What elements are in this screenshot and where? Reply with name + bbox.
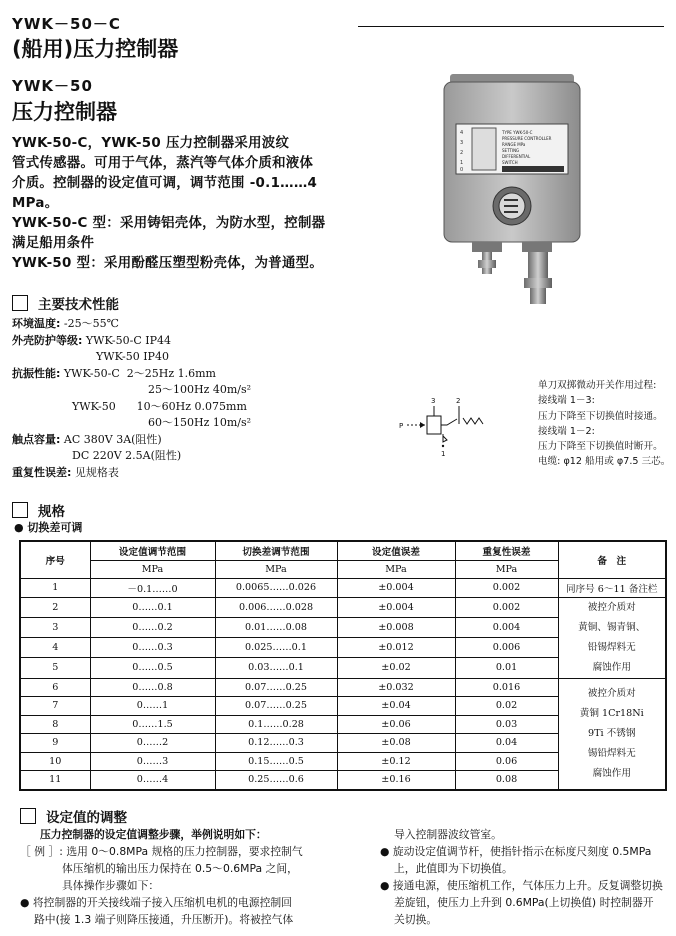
table-cell: 9 [20,734,90,753]
table-cell: 0.08 [455,771,558,790]
table-cell: ±0.004 [337,597,455,617]
svg-text:DIFFERENTIAL: DIFFERENTIAL [502,154,531,159]
adjust-line: 关切换。 [394,913,438,926]
switch-desc-line: 电缆: φ12 船用或 φ7.5 三芯。 [538,456,671,468]
note-line: 黄铜 1Cr18Ni [579,707,644,719]
intro-line: YWK-50 型：采用酚醛压塑型粉壳体，为普通型。 [12,256,324,271]
adjust-right-column [380,826,670,928]
table-cell: 0.006 [455,638,558,658]
checkbox-icon [12,502,28,518]
spec-section-title [12,500,65,520]
note-line: 被控介质对 [587,601,636,613]
adjust-line: 上，此值即为下切换值。 [394,862,513,875]
switch-desc-line: 接线端 1－2: [538,425,595,437]
header-rule [358,26,664,27]
table-cell: ±0.02 [337,658,455,678]
table-cell: 5 [20,658,90,678]
note-line: 腐蚀作用 [592,767,631,779]
svg-text:PRESSURE CONTROLLER: PRESSURE CONTROLLER [502,136,552,141]
svg-text:TYPE YWK-50-C: TYPE YWK-50-C [502,130,533,135]
adjust-line: 体压缩机的输出压力保持在 0.5～0.6MPa 之间， [62,862,298,875]
table-cell: 0……0.3 [90,638,215,658]
unit-cell: MPa [337,560,455,579]
adjust-line: ● 将控制器的开关接线端子接入压缩机电机的电源控制回 [20,896,292,909]
table-cell: 6 [20,678,90,697]
svg-text:3: 3 [460,140,464,146]
adjust-line: ● 接通电源，使压缩机工作，气体压力上升。反复调整切换 [380,879,663,892]
table-cell: 0……0.1 [90,597,215,617]
header-cell: 备 注 [558,541,666,579]
table-cell: 0.002 [455,597,558,617]
table-cell: 0.03 [455,715,558,734]
table-cell: 0.03……0.1 [215,658,337,678]
note-line: 黄铜、锡青铜、 [578,621,646,633]
table-cell: 0……3 [90,752,215,771]
table-cell: 0.01 [455,658,558,678]
table-cell: ±0.008 [337,617,455,637]
spec-value: YWK-50 10～60Hz 0.075mm [72,399,247,413]
spec-value: 60～150Hz 10m/s² [148,416,252,429]
adjust-line: 具体操作步骤如下： [62,879,160,892]
unit-cell: MPa [215,560,337,579]
switch-desc-line: 压力下降至下切换值时断开。 [538,441,663,453]
table-cell: 7 [20,697,90,716]
table-cell: 0.07……0.25 [215,697,337,716]
model-heading-1: YWK－50－C [12,15,121,33]
spec-label: 触点容量: [12,432,61,446]
intro-paragraph [12,134,332,274]
adjust-line: 路中(接 1.3 端子则降压接通，升压断开)。将被控气体 [34,913,294,926]
svg-text:RANGE MPa: RANGE MPa [502,142,526,147]
table-cell: 11 [20,771,90,790]
spec-value: 25～100Hz 40m/s² [148,383,252,396]
table-cell: 0……2 [90,734,215,753]
table-cell: ±0.032 [337,678,455,697]
svg-text:2: 2 [460,150,464,156]
intro-line: YWK-50-C，YWK-50 压力控制器采用波纹 [12,136,290,151]
adjust-line: ● 旋动设定值调节杆，使指针指示在标度尺刻度 0.5MPa [380,845,652,858]
product-name-1: (船用)压力控制器 [12,37,179,61]
table-cell: 0.016 [455,678,558,697]
spec-value: AC 380V 3A(阻性) [63,432,162,446]
table-cell: 0.15……0.5 [215,752,337,771]
table-cell: 1 [20,579,90,598]
spec-label: 外壳防护等级: [12,333,83,347]
table-cell: ±0.12 [337,752,455,771]
tech-specs [12,316,342,481]
svg-text:0: 0 [460,167,464,173]
table-cell: 0.06 [455,752,558,771]
switch-description [538,378,673,470]
table-cell: 0.07……0.25 [215,678,337,697]
svg-text:4: 4 [460,130,464,136]
intro-line: 满足船用条件 [12,236,95,251]
note-line: 被控介质对 [587,687,636,699]
adjust-line: 导入控制器波纹管室。 [394,828,502,841]
table-cell: 0……0.5 [90,658,215,678]
header-cell: 切换差调节范围 [215,541,337,560]
table-cell: 0……4 [90,771,215,790]
table-cell: 8 [20,715,90,734]
svg-text:SWITCH: SWITCH [502,160,518,165]
table-cell: 3 [20,617,90,637]
table-row [20,597,666,617]
unit-cell: MPa [455,560,558,579]
switch-diagram [395,394,495,460]
spec-subtitle: ● 切换差可调 [14,521,83,534]
table-cell: 0.002 [455,579,558,598]
table-cell: 0.01……0.08 [215,617,337,637]
switch-desc-line: 单刀双掷微动开关作用过程: [538,380,657,391]
tech-title-text: 主要技术性能 [38,297,119,313]
intro-line: 管式传感器。可用于气体，蒸汽等气体介质和液体 [12,156,314,171]
adjust-section-title [20,806,127,826]
note-cell: 同序号 6～11 备注栏 [558,579,666,598]
spec-value: YWK-50 IP40 [96,350,169,363]
adjust-left-column [20,843,365,928]
table-cell: 0……1.5 [90,715,215,734]
spec-table [19,540,667,791]
intro-line: YWK-50-C 型：采用铸铝壳体，为防水型，控制器 [12,216,326,231]
table-cell: 4 [20,638,90,658]
spec-value: DC 220V 2.5A(阻性) [72,449,182,462]
unit-cell: MPa [90,560,215,579]
svg-text:1: 1 [460,160,464,166]
note-line: 铅锡焊料无 [587,641,636,653]
table-cell: 0.1……0.28 [215,715,337,734]
table-cell: ±0.04 [337,697,455,716]
adjust-line: ［ 例 ］: 选用 0～0.8MPa 规格的压力控制器，要求控制气 [20,845,303,858]
table-cell: ±0.06 [337,715,455,734]
switch-desc-line: 接线端 1－3: [538,395,595,407]
note-line: 锡铅焊料无 [587,747,636,759]
adjust-lead: 压力控制器的设定值调整步骤，举例说明如下： [40,828,267,841]
model-heading-2: YWK－50 [12,77,93,95]
pressure-label: P [399,422,404,430]
spec-value: -25～55℃ [63,317,119,330]
table-cell: 0……1 [90,697,215,716]
spec-label: 环境温度: [12,317,61,330]
tech-section-title [12,293,119,313]
spec-title-text: 规格 [38,504,65,520]
header-cell: 设定值调节范围 [90,541,215,560]
table-cell: 0.25……0.6 [215,771,337,790]
table-cell: 10 [20,752,90,771]
adjust-title-text: 设定值的调整 [46,810,127,826]
spec-label: 抗振性能: [12,366,61,380]
table-cell: 0.12……0.3 [215,734,337,753]
table-cell: ±0.004 [337,579,455,598]
checkbox-icon [12,295,28,311]
adjust-line: 差旋钮，使压力上升到 0.6MPa(上切换值) 时控制器开 [394,896,654,909]
header-cell: 设定值误差 [337,541,455,560]
table-cell: 2 [20,597,90,617]
product-name-2: 压力控制器 [12,100,117,124]
spec-label: 重复性误差: [12,465,72,479]
svg-text:SETTING: SETTING [502,148,520,153]
header-cell: 序号 [20,541,90,579]
table-cell: 0.0065……0.026 [215,579,337,598]
intro-line: 介质。控制器的设定值可调，调节范围 -0.1……4 [12,176,318,191]
note-line: 9Ti 不锈钢 [588,727,636,739]
pressure-controller-photo [440,74,585,306]
spec-value: YWK-50-C IP44 [85,333,171,347]
note-cell [558,678,666,790]
spec-value: 见规格表 [74,465,119,479]
terminal-label-2: 2 [456,397,461,405]
table-cell: ±0.012 [337,638,455,658]
note-cell [558,597,666,678]
table-cell: 0.004 [455,617,558,637]
note-line: 腐蚀作用 [592,661,631,673]
table-cell: 0.02 [455,697,558,716]
table-cell: ±0.08 [337,734,455,753]
table-cell: 0.006……0.028 [215,597,337,617]
table-cell: 0.04 [455,734,558,753]
terminal-label-3: 3 [431,397,436,405]
table-cell: 0……0.2 [90,617,215,637]
table-row [20,678,666,697]
table-cell: －0.1……0 [90,579,215,598]
spec-value: YWK-50-C 2～25Hz 1.6mm [63,366,216,380]
table-cell: ±0.16 [337,771,455,790]
terminal-label-1: 1 [441,450,446,458]
switch-desc-line: 压力下降至下切换值时接通。 [538,410,663,422]
checkbox-icon [20,808,36,824]
header-cell: 重复性误差 [455,541,558,560]
intro-line: MPa。 [12,196,59,211]
table-cell: 0.025……0.1 [215,638,337,658]
table-row [20,579,666,598]
table-cell: 0……0.8 [90,678,215,697]
